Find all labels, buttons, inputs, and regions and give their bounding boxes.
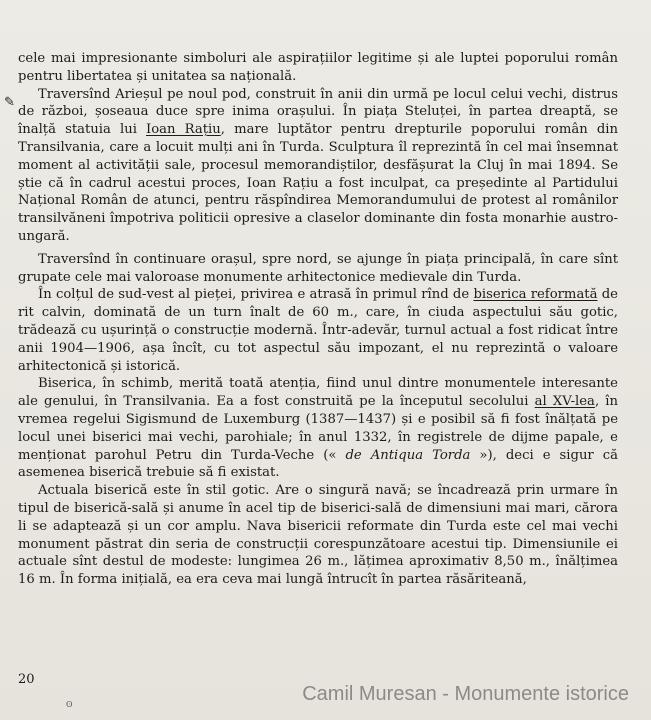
paragraph	[18, 375, 618, 482]
paragraph	[18, 50, 618, 86]
margin-pencil-mark: ✎	[4, 95, 15, 110]
text-run: , mare luptător pentru drepturile poporului român din Transilvania, care a locuit mulți ani în Turda. Sculptura îl reprezintă în cel mai însemnat moment al activității sale, procesul memorandiștilor, desfășurat la Cluj în mai 1894. Se știe că în cadrul acestui proces, Ioan Rațiu a fost inculpat, ca președinte al Partidului Național Român de atunci, pentru răspîndirea Memorandumului de protest al românilor transilvăneni împotriva politicii opresive a claselor dominante din fosta monarhie austro-ungară.	[18, 122, 618, 244]
watermark: Camil Muresan - Monumente istorice	[302, 683, 629, 705]
underlined-text: Ioan Rațiu	[146, 122, 221, 138]
text-run: Traversînd în continuare orașul, spre nord, se ajunge în piața principală, în care sînt grupate cele mai valoroase monumente arhitectonice medievale din Turda.	[18, 251, 618, 285]
paragraph	[18, 251, 618, 287]
text-run: , în vremea regelui Sigismund de Luxemburg (1387—1437) și e posibil să fi fost înălțată pe locul unei biserici mai vechi, parohiale; în anul 1332, în registrele de dijme papale, e menționat parohul Petru din Turda-Veche («	[18, 394, 619, 463]
text-run: Actuala biserică este în stil gotic. Are o singură navă; se încadrează prin urmare în tipul de biserică-sală și anume în acel tip de biserici-sală de dimensiuni mai mari, cărora li se adaptează și un cor amplu. Nava bisericii reformate din Turda este cel mai vechi monument păstrat din seria de construcții corespunzătoare acestui tip. Dimensiunile ei actuale sînt destul de modeste: lungimea 26 m., lățimea aproximativ 8,50 m., înălțimea 16 m. În forma inițială, ea era ceva mai lungă întrucît în partea răsăriteană,	[18, 483, 618, 588]
small-ink-mark: ʘ	[66, 700, 73, 709]
text-run: În colțul de sud-vest al pieței, privirea e atrasă în primul rînd de	[38, 287, 474, 303]
text-run: cele mai impresionante simboluri ale aspirațiilor legitime și ale luptei poporului român pentru libertatea și unitatea sa națională.	[18, 51, 618, 84]
body-text	[18, 50, 618, 589]
italic-text: de Antiqua Torda	[336, 447, 480, 463]
underlined-text: al XV-lea	[534, 394, 595, 410]
text-run: de rit calvin, dominată de un turn înalt de 60 m., care, în ciuda aspectului său gotic, trădează cu ușurință o construcție modernă. Într-adevăr, turnul actual a fost ridicat între anii 1904—1906, așa încît, cu tot aspectul său impozant, el nu reprezintă o valoare arhitectonică și istorică.	[18, 287, 618, 374]
page-number: 20	[18, 672, 35, 687]
paragraph	[18, 286, 618, 375]
text-run: Biserica, în schimb, merită toată atenția, fiind unul dintre monumentele interesante ale genului, în Transilvania. Ea a fost construită pe la începutul secolului	[18, 376, 618, 410]
paragraph	[18, 86, 618, 246]
text-run: Traversînd Arieșul pe noul pod, construit în anii din urmă pe locul celui vechi, distrus de război, șoseaua duce spre inima orașului. În piața Steluței, în partea dreaptă, se înalță statuia lui	[18, 86, 618, 138]
paragraph	[18, 482, 618, 589]
text-run: »), deci e sigur că asemenea biserică trebuie să fi existat.	[18, 447, 618, 481]
underlined-text: biserica reformată	[473, 287, 598, 303]
